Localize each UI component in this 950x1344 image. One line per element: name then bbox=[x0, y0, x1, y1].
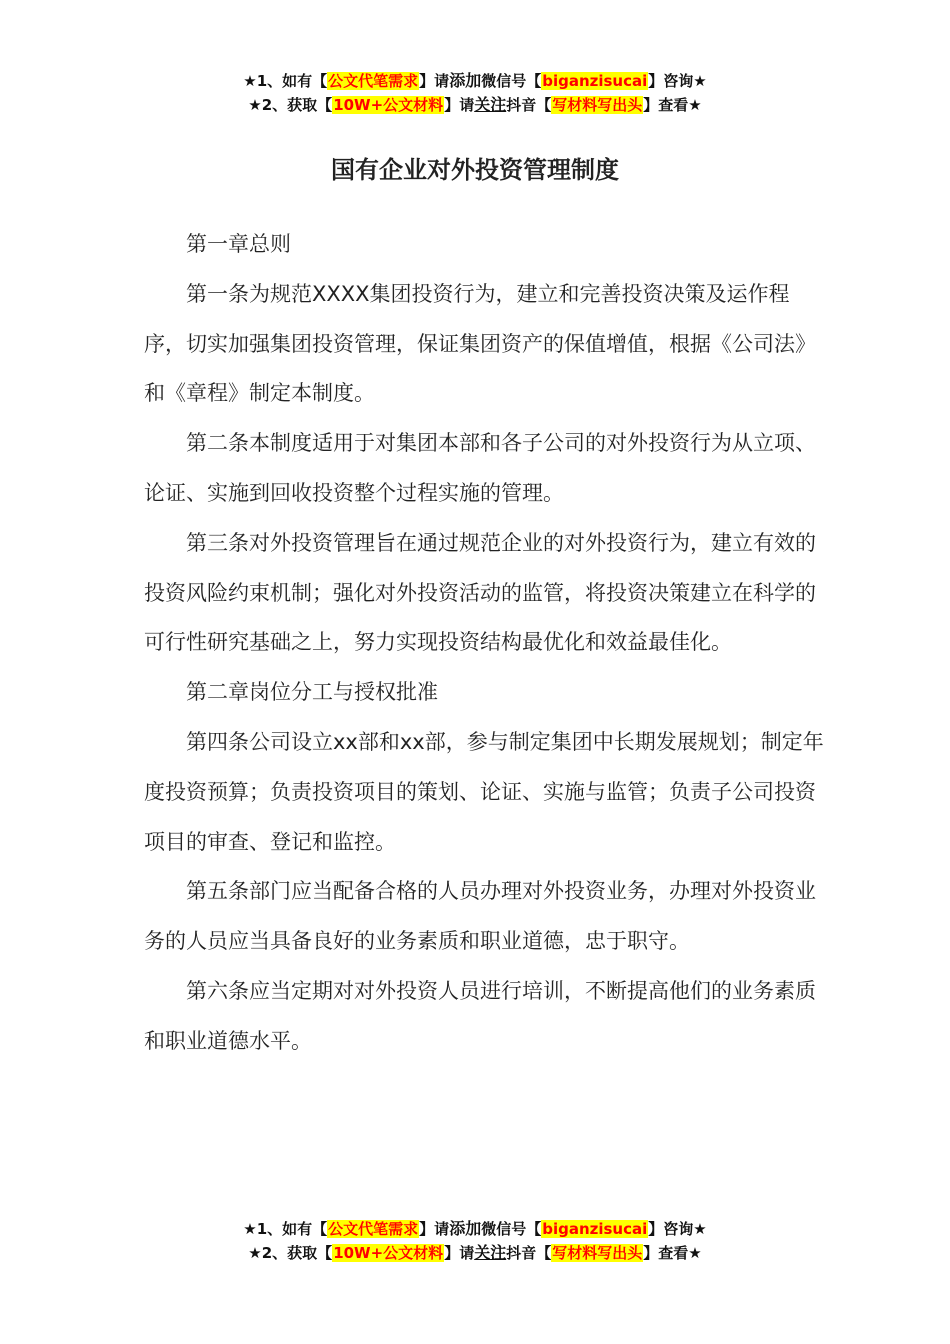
banner-text: 】咨询★ bbox=[648, 1220, 707, 1238]
banner-text: 】请 bbox=[444, 1244, 475, 1262]
banner-emphasis: 关注 bbox=[474, 95, 507, 114]
highlight-douyin: 写材料写出头 bbox=[552, 96, 643, 114]
highlight-wechat-id: biganzisucai bbox=[542, 72, 648, 90]
highlight-wechat-id: biganzisucai bbox=[542, 1220, 648, 1238]
header-banner bbox=[0, 69, 950, 117]
article-paragraph: 第二条本制度适用于对集团本部和各子公司的对外投资行为从立项、论证、实施到回收投资整个过程实施的管理。 bbox=[144, 431, 816, 505]
article-paragraph: 第四条公司设立xx部和xx部，参与制定集团中长期发展规划；制定年度投资预算；负责投资项目的策划、论证、实施与监管；负责子公司投资项目的审查、登记和监控。 bbox=[144, 729, 824, 854]
banner-line-1 bbox=[0, 1217, 950, 1241]
banner-text: ★2、获取【 bbox=[248, 96, 333, 114]
document-body bbox=[144, 220, 824, 1067]
highlight-materials: 10W+公文材料 bbox=[333, 1244, 444, 1262]
banner-text: 微信号【 bbox=[481, 72, 542, 90]
banner-text: 】请 bbox=[444, 96, 475, 114]
chapter-heading: 第二章岗位分工与授权批准 bbox=[186, 680, 438, 705]
banner-text: 】查看★ bbox=[643, 1244, 702, 1262]
banner-line-1 bbox=[0, 69, 950, 93]
banner-line-2 bbox=[0, 1241, 950, 1265]
banner-emphasis: 关注 bbox=[474, 1243, 507, 1262]
banner-text: 】咨询★ bbox=[648, 72, 707, 90]
banner-line-2 bbox=[0, 93, 950, 117]
banner-emphasis: 添加 bbox=[449, 71, 482, 90]
banner-emphasis: 添加 bbox=[449, 1219, 482, 1238]
banner-text: 微信号【 bbox=[481, 1220, 542, 1238]
banner-text: 】请 bbox=[419, 1220, 450, 1238]
banner-text: 】请 bbox=[419, 72, 450, 90]
chapter-heading: 第一章总则 bbox=[186, 232, 291, 256]
banner-text: ★1、如有【 bbox=[243, 72, 328, 90]
banner-text: ★1、如有【 bbox=[243, 1220, 328, 1238]
highlight-service: 公文代笔需求 bbox=[328, 1220, 419, 1238]
highlight-service: 公文代笔需求 bbox=[328, 72, 419, 90]
article-paragraph: 第五条部门应当配备合格的人员办理对外投资业务，办理对外投资业务的人员应当具备良好的业务素质和职业道德，忠于职守。 bbox=[144, 879, 816, 954]
banner-text: 】查看★ bbox=[643, 96, 702, 114]
banner-text: 抖音【 bbox=[506, 96, 552, 114]
banner-text: 抖音【 bbox=[506, 1244, 552, 1262]
highlight-douyin: 写材料写出头 bbox=[552, 1244, 643, 1262]
article-paragraph: 第三条对外投资管理旨在通过规范企业的对外投资行为，建立有效的投资风险约束机制；强化对外投资活动的监管，将投资决策建立在科学的可行性研究基础之上，努力实现投资结构最优化和效益最佳化。 bbox=[144, 530, 816, 655]
highlight-materials: 10W+公文材料 bbox=[333, 96, 444, 114]
footer-banner bbox=[0, 1217, 950, 1265]
document-title: 国有企业对外投资管理制度 bbox=[331, 156, 619, 184]
article-paragraph: 第一条为规范XXXX集团投资行为，建立和完善投资决策及运作程序，切实加强集团投资管理，保证集团资产的保值增值，根据《公司法》和《章程》制定本制度。 bbox=[144, 281, 816, 406]
article-paragraph: 第六条应当定期对对外投资人员进行培训，不断提高他们的业务素质和职业道德水平。 bbox=[144, 978, 816, 1053]
banner-text: ★2、获取【 bbox=[248, 1244, 333, 1262]
